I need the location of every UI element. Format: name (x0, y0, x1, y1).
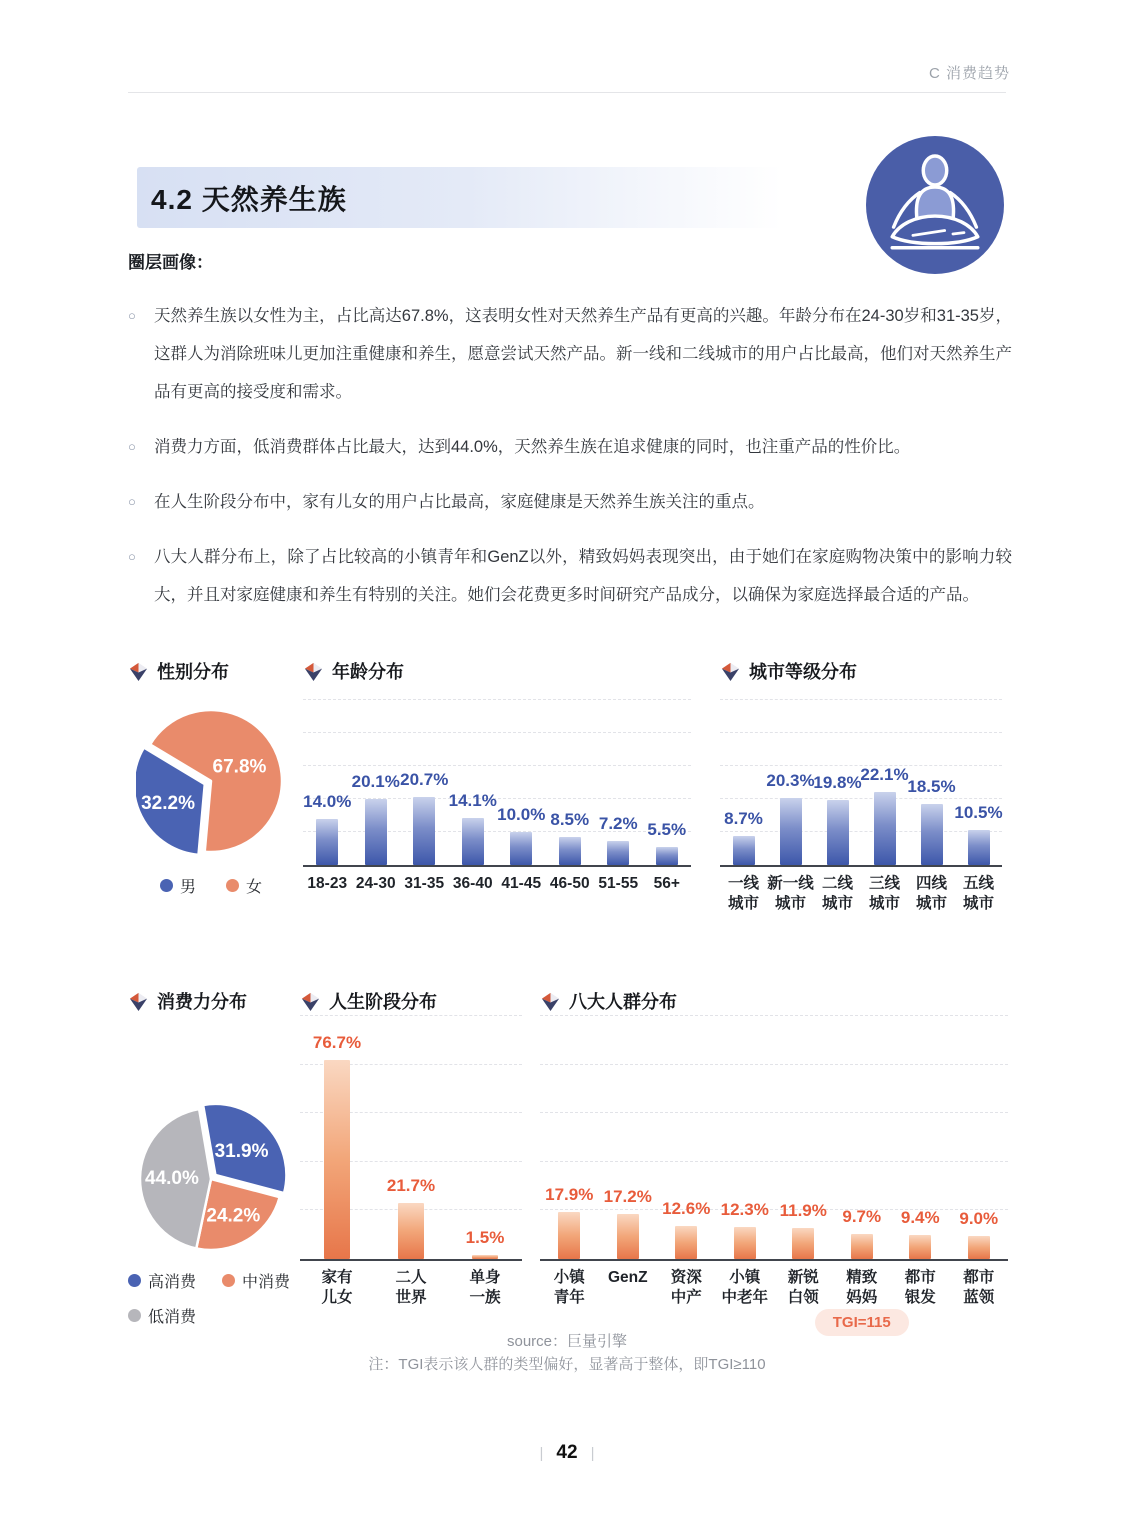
chart-title (540, 988, 1008, 1014)
bar-eight-1 (617, 1214, 639, 1259)
bar-slot (950, 1016, 1009, 1259)
axis-label: 24-30 (355, 875, 396, 892)
bar-eight-2 (675, 1226, 697, 1259)
legend-item (128, 1304, 196, 1327)
axis-label: 小镇 中老年 (721, 1269, 768, 1306)
bar-value-label: 76.7% (312, 1032, 362, 1052)
legend-dot-icon (160, 879, 173, 892)
bar-city-4 (921, 804, 943, 865)
bar-value-label: 17.2% (603, 1187, 652, 1207)
gem-icon (720, 661, 741, 682)
chart-title (128, 658, 294, 684)
pie-slice-label: 24.2% (206, 1205, 261, 1227)
chart-title (128, 988, 294, 1014)
axis-label: 单身 一族 (469, 1269, 501, 1306)
circle-bullet-icon: ○ (128, 439, 136, 454)
bar-slot (643, 700, 692, 865)
chart-title-label: 性别分布 (157, 662, 229, 682)
axis-label: 一线 城市 (727, 875, 759, 912)
profile-heading: 圈层画像： (128, 253, 213, 272)
chart-title-label: 城市等级分布 (749, 662, 857, 682)
bar-value-label: 5.5% (647, 819, 687, 839)
bar-value-label: 1.5% (465, 1228, 505, 1248)
pie-chart (136, 706, 286, 861)
tgi-badge: TGI=115 (815, 1309, 909, 1336)
bar-city-5 (968, 830, 990, 865)
legend-label: 女 (246, 879, 263, 896)
bar-slot (546, 700, 595, 865)
legend-label: 中消费 (242, 1274, 291, 1291)
legend-item (128, 1269, 196, 1292)
page-number (0, 1442, 1134, 1464)
pie-slice-label: 31.9% (214, 1140, 269, 1162)
axis-labels (540, 1268, 1008, 1308)
gem-icon (540, 991, 561, 1012)
bar-city-1 (780, 798, 802, 865)
bar-life-2 (472, 1255, 498, 1259)
chart-title (300, 988, 522, 1014)
axis-label: 四线 城市 (915, 875, 947, 912)
chart-title-label: 八大人群分布 (569, 992, 677, 1012)
legend-item (160, 874, 196, 897)
section-title-bar (137, 167, 870, 228)
profile-bullet: ○ 消费力方面，低消费群体占比最大，达到44.0%，天然养生族在追求健康的同时，也注重产品的性价比。 (128, 428, 1012, 466)
chart-title-label: 人生阶段分布 (329, 992, 437, 1012)
spending-power-distribution-chart (128, 988, 294, 1327)
bar-slot (908, 700, 955, 865)
bar-value-label: 8.5% (550, 809, 590, 829)
circle-bullet-icon: ○ (128, 308, 136, 323)
legend-item (226, 874, 262, 897)
bar-slot (497, 700, 546, 865)
bar-age-0 (316, 819, 338, 865)
gem-icon (128, 991, 149, 1012)
bar-value-label: 19.8% (813, 772, 862, 792)
bar-slot (599, 1016, 658, 1259)
bar-value-label: 18.5% (907, 776, 956, 796)
axis-label: 资深 中产 (670, 1269, 702, 1306)
pie-slice-label: 67.8% (212, 756, 267, 778)
bar-age-4 (510, 832, 532, 865)
bar-value-label: 22.1% (860, 765, 909, 785)
legend-label: 低消费 (148, 1309, 197, 1326)
chart-title-label: 年龄分布 (332, 662, 404, 682)
age-distribution-chart (303, 658, 691, 894)
axis-label: 新一线 城市 (767, 875, 814, 912)
bar-slot (449, 700, 498, 865)
axis-label: 精致 妈妈 (846, 1269, 878, 1306)
bar-life-0 (324, 1060, 350, 1259)
profile-bullet: ○ 八大人群分布上，除了占比较高的小镇青年和GenZ以外，精致妈妈表现突出，由于她们在家庭购物决策中的影响力较大，并且对家庭健康和养生有特别的关注。她们会花费更多时间研究产品成分，以确保为家庭选择最合适的产品。 (128, 538, 1012, 614)
page-number-value: 42 (556, 1442, 578, 1463)
axis-label: 二人 世界 (395, 1269, 427, 1306)
bar-eight-4 (792, 1228, 814, 1259)
bar-slot (374, 1016, 448, 1259)
profile-bullet: ○ 天然养生族以女性为主，占比高达67.8%，这表明女性对天然养生产品有更高的兴趣。年龄分布在24-30岁和31-35岁，这群人为消除班味儿更加注重健康和养生，愿意尝试天然产品。新一线和二线城市的用户占比最高，他们对天然养生产品有更高的接受度和需求。 (128, 297, 1012, 411)
bar-plot (540, 1016, 1008, 1261)
legend-label: 男 (179, 879, 196, 896)
chart-title (303, 658, 691, 684)
bar-eight-7 (968, 1236, 990, 1259)
page-header-label: C 消费趋势 (928, 65, 1010, 82)
chart-title-label: 消费力分布 (157, 992, 247, 1012)
axis-label: 家有 儿女 (321, 1269, 353, 1306)
source-note: source：巨量引擎 (506, 1333, 628, 1350)
bar-value-label: 17.9% (545, 1185, 594, 1205)
page-number-separator: | (539, 1444, 544, 1462)
bar-age-1 (365, 799, 387, 865)
bar-slot (720, 700, 767, 865)
bar-slot (891, 1016, 950, 1259)
profile-bullet-list (128, 297, 1012, 631)
bar-plot (300, 1016, 522, 1261)
bar-life-1 (398, 1203, 424, 1259)
axis-label: 三线 城市 (868, 875, 900, 912)
city-tier-distribution-chart (720, 658, 1002, 914)
circle-bullet-icon: ○ (128, 494, 136, 509)
tgi-footnote: 注：TGI表示该人群的类型偏好，显著高于整体，即TGI≥110 (368, 1356, 766, 1373)
axis-label: 都市 蓝领 (963, 1269, 995, 1306)
bar-slot (594, 700, 643, 865)
gem-icon (128, 661, 149, 682)
axis-labels (300, 1268, 522, 1308)
eight-groups-distribution-chart (540, 988, 1008, 1331)
bar-eight-3 (734, 1227, 756, 1259)
bar-value-label: 20.3% (766, 771, 815, 791)
section-title: 4.2 天然养生族 (151, 183, 347, 215)
bar-plot (303, 700, 691, 867)
legend-dot-icon (226, 879, 239, 892)
gender-distribution-chart (128, 658, 294, 897)
bar-eight-6 (909, 1235, 931, 1259)
axis-label: 都市 银发 (904, 1269, 936, 1306)
bar-slot (300, 1016, 374, 1259)
bar-city-2 (827, 800, 849, 865)
gem-icon (303, 661, 324, 682)
bar-eight-0 (558, 1212, 580, 1259)
bar-value-label: 21.7% (386, 1175, 436, 1195)
bar-city-3 (874, 792, 896, 865)
pie-chart (136, 1104, 286, 1259)
axis-labels (720, 874, 1002, 914)
axis-label: 18-23 (307, 875, 348, 892)
axis-label: 46-50 (549, 875, 590, 892)
bar-value-label: 9.7% (842, 1206, 882, 1226)
bar-value-label: 12.3% (720, 1200, 769, 1220)
bar-value-label: 20.1% (351, 771, 400, 791)
header-divider (128, 92, 1006, 93)
axis-label: 36-40 (452, 875, 493, 892)
axis-label: GenZ (607, 1269, 648, 1286)
pie-slice-label: 32.2% (141, 792, 195, 814)
bar-value-label: 12.6% (662, 1199, 711, 1219)
bar-value-label: 20.7% (400, 769, 449, 789)
bar-value-label: 10.0% (497, 805, 546, 824)
bar-slot (400, 700, 449, 865)
bar-age-6 (607, 841, 629, 865)
bar-slot (814, 700, 861, 865)
bar-slot (833, 1016, 892, 1259)
bar-value-label: 9.0% (959, 1208, 999, 1228)
axis-label: 56+ (653, 875, 680, 892)
pie-slice-label: 44.0% (145, 1168, 199, 1190)
legend-dot-icon (128, 1274, 141, 1287)
axis-labels (303, 874, 691, 894)
legend-dot-icon (128, 1309, 141, 1322)
bar-slot (861, 700, 908, 865)
axis-label: 新锐 白领 (787, 1269, 819, 1306)
profile-bullet: ○ 在人生阶段分布中，家有儿女的用户占比最高，家庭健康是天然养生族关注的重点。 (128, 483, 1012, 521)
bar-slot (303, 700, 352, 865)
life-stage-distribution-chart (300, 988, 522, 1308)
bar-slot (716, 1016, 775, 1259)
bar-slot (955, 700, 1002, 865)
bar-value-label: 11.9% (779, 1201, 827, 1221)
meditation-icon (866, 136, 1004, 274)
circle-bullet-icon: ○ (128, 549, 136, 564)
bar-slot (657, 1016, 716, 1259)
bar-age-2 (413, 797, 435, 865)
bar-value-label: 10.5% (954, 803, 1003, 823)
bar-value-label: 14.1% (448, 791, 497, 811)
bar-age-3 (462, 818, 484, 865)
bar-value-label: 9.4% (900, 1207, 940, 1227)
bar-age-7 (656, 847, 678, 865)
bar-slot (352, 700, 401, 865)
bar-eight-5 (851, 1234, 873, 1259)
bar-slot (774, 1016, 833, 1259)
legend-dot-icon (222, 1274, 235, 1287)
axis-label: 51-55 (598, 875, 639, 892)
axis-label: 小镇 青年 (553, 1269, 585, 1306)
axis-label: 五线 城市 (962, 875, 994, 912)
page-number-separator: | (590, 1444, 595, 1462)
legend-label: 高消费 (148, 1274, 197, 1291)
legend-item (222, 1269, 290, 1292)
bar-age-5 (559, 837, 581, 865)
bar-slot (767, 700, 814, 865)
bar-city-0 (733, 836, 755, 865)
bar-value-label: 8.7% (724, 809, 763, 829)
bar-slot (448, 1016, 522, 1259)
bar-value-label: 14.0% (303, 791, 352, 811)
bar-plot (720, 700, 1002, 867)
legend (128, 1269, 324, 1327)
axis-label: 31-35 (404, 875, 445, 892)
chart-title (720, 658, 1002, 684)
gem-icon (300, 991, 321, 1012)
bar-slot (540, 1016, 599, 1259)
bar-value-label: 7.2% (598, 814, 638, 834)
axis-label: 二线 城市 (821, 875, 853, 912)
axis-label: 41-45 (501, 875, 542, 892)
legend (136, 874, 286, 897)
